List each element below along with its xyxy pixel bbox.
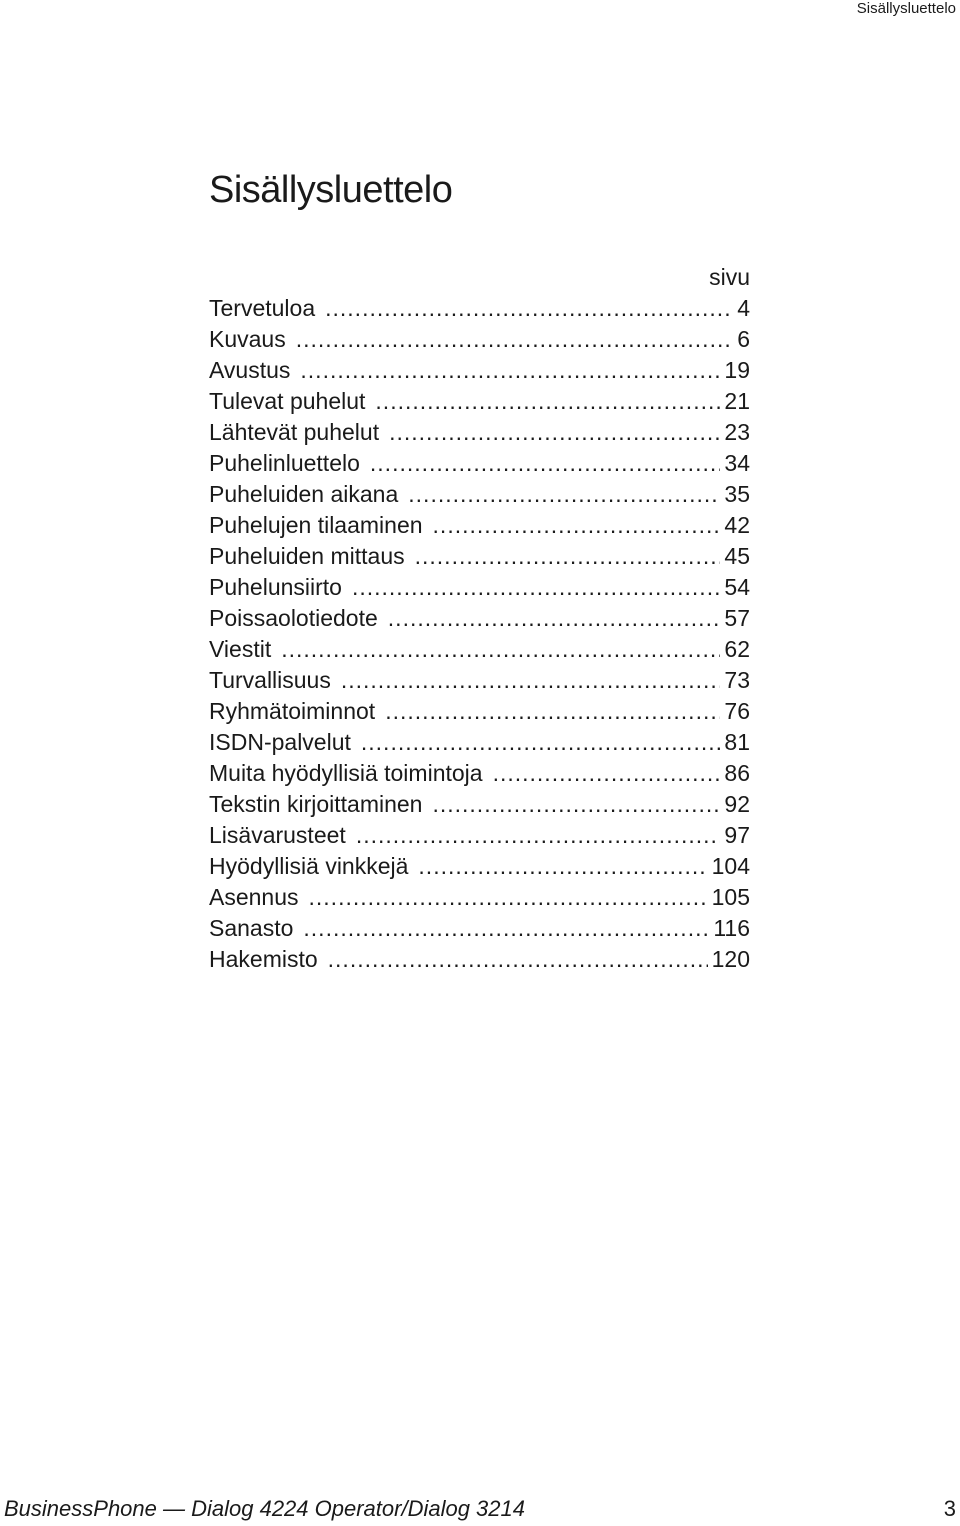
toc-entry-page: 73 (724, 667, 750, 693)
toc-entry[interactable] (209, 448, 750, 479)
toc-entry[interactable] (209, 572, 750, 603)
toc-entry-title: Hyödyllisiä vinkkejä (209, 853, 409, 879)
toc-entry[interactable] (209, 355, 750, 386)
toc-dot-leader (418, 851, 707, 882)
page-column-label: sivu (709, 264, 750, 290)
toc-entry-title: Puheluiden aikana (209, 481, 399, 507)
toc-entry[interactable] (209, 386, 750, 417)
toc-entry-page: 35 (724, 481, 750, 507)
toc-entry-page: 120 (711, 946, 750, 972)
toc-entry-title: Ryhmätoiminnot (209, 698, 376, 724)
toc-entry[interactable] (209, 913, 750, 944)
toc-entry-title: Hakemisto (209, 946, 318, 972)
toc-entry-page: 62 (724, 636, 750, 662)
toc-entry[interactable] (209, 479, 750, 510)
toc-dot-leader (385, 696, 720, 727)
toc-entry-title: Kuvaus (209, 326, 286, 352)
toc-dot-leader (303, 913, 709, 944)
toc-entry-page: 116 (713, 915, 750, 941)
toc-dot-leader (300, 355, 720, 386)
toc-dot-leader (388, 603, 721, 634)
toc-dot-leader (493, 758, 721, 789)
table-of-contents (209, 262, 750, 975)
toc-entry-page: 86 (724, 760, 750, 786)
toc-entry[interactable] (209, 696, 750, 727)
toc-entry-title: Tervetuloa (209, 295, 316, 321)
toc-entry-page: 34 (724, 450, 750, 476)
toc-entry-page: 92 (724, 791, 750, 817)
toc-dot-leader (341, 665, 721, 696)
toc-dot-leader (309, 882, 708, 913)
toc-entry-page: 54 (724, 574, 750, 600)
footer-product-name: BusinessPhone — Dialog 4224 Operator/Dialog 3214 (4, 1496, 525, 1521)
toc-entry-page: 104 (711, 853, 750, 879)
toc-entry-page: 45 (724, 543, 750, 569)
toc-entry-title: Turvallisuus (209, 667, 331, 693)
toc-entry-page: 6 (737, 326, 750, 352)
page-footer (0, 1494, 960, 1524)
toc-dot-leader (433, 510, 721, 541)
toc-entry[interactable] (209, 789, 750, 820)
toc-dot-leader (408, 479, 720, 510)
toc-dot-leader (375, 386, 720, 417)
toc-dot-leader (389, 417, 720, 448)
toc-entry[interactable] (209, 293, 750, 324)
toc-entry[interactable] (209, 851, 750, 882)
toc-entry-page: 4 (737, 295, 750, 321)
toc-entry-title: Puheluiden mittaus (209, 543, 405, 569)
toc-entry-page: 105 (711, 884, 750, 910)
toc-entry[interactable] (209, 324, 750, 355)
toc-entry-page: 23 (724, 419, 750, 445)
footer-page-number: 3 (943, 1496, 956, 1521)
toc-entry-title: Sanasto (209, 915, 294, 941)
toc-entry[interactable] (209, 758, 750, 789)
toc-entry-page: 42 (724, 512, 750, 538)
toc-entry[interactable] (209, 944, 750, 975)
toc-dot-leader (325, 293, 733, 324)
toc-entry-title: Asennus (209, 884, 299, 910)
toc-entry[interactable] (209, 665, 750, 696)
toc-entry[interactable] (209, 727, 750, 758)
toc-entry[interactable] (209, 882, 750, 913)
toc-entry-page: 76 (724, 698, 750, 724)
toc-dot-leader (281, 634, 720, 665)
toc-dot-leader (296, 324, 733, 355)
toc-entry-title: ISDN-palvelut (209, 729, 351, 755)
toc-entry-title: Lisävarusteet (209, 822, 346, 848)
toc-entry-title: Puhelinluettelo (209, 450, 360, 476)
toc-entry[interactable] (209, 510, 750, 541)
toc-entry-title: Viestit (209, 636, 272, 662)
toc-dot-leader (361, 727, 721, 758)
toc-entry[interactable] (209, 820, 750, 851)
toc-dot-leader (432, 789, 720, 820)
toc-entry-page: 97 (724, 822, 750, 848)
toc-list (209, 293, 750, 975)
toc-entry-page: 57 (724, 605, 750, 631)
toc-entry-page: 21 (724, 388, 750, 414)
toc-entry-page: 81 (724, 729, 750, 755)
toc-entry[interactable] (209, 603, 750, 634)
toc-entry-title: Avustus (209, 357, 291, 383)
toc-dot-leader (352, 572, 720, 603)
toc-entry-title: Puhelujen tilaaminen (209, 512, 423, 538)
running-header: Sisällysluettelo (856, 0, 956, 17)
toc-dot-leader (328, 944, 708, 975)
toc-entry-title: Tulevat puhelut (209, 388, 366, 414)
page-title: Sisällysluettelo (209, 169, 453, 211)
toc-entry-title: Muita hyödyllisiä toimintoja (209, 760, 483, 786)
toc-entry[interactable] (209, 634, 750, 665)
toc-entry[interactable] (209, 417, 750, 448)
toc-entry-title: Poissaolotiedote (209, 605, 378, 631)
toc-dot-leader (415, 541, 721, 572)
toc-entry[interactable] (209, 541, 750, 572)
toc-dot-leader (370, 448, 721, 479)
toc-entry-title: Tekstin kirjoittaminen (209, 791, 423, 817)
toc-dot-leader (356, 820, 721, 851)
toc-entry-title: Lähtevät puhelut (209, 419, 380, 445)
toc-entry-title: Puhelunsiirto (209, 574, 342, 600)
toc-entry-page: 19 (724, 357, 750, 383)
